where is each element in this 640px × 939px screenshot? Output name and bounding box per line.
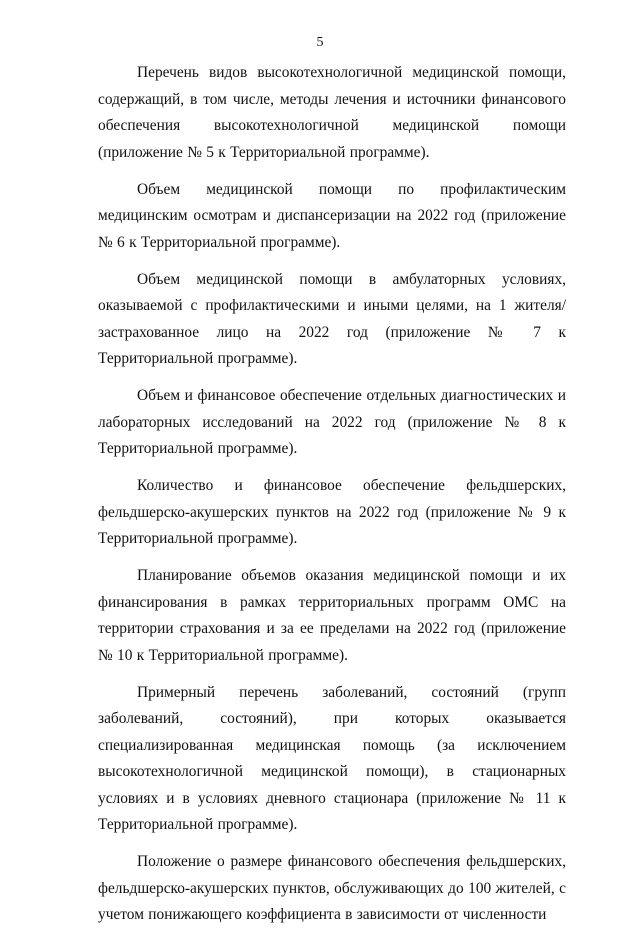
paragraph-appendix-8: Объем и финансовое обеспечение отдельных диагностических и лабораторных исследований на 2022 год (приложение № 8 к Территориальной программе). — [98, 387, 566, 457]
paragraph-appendix-11: Примерный перечень заболеваний, состояний (групп заболеваний, состояний), при которых оказывается специализированная медицинская помощь (за исключением высокотехнологичной медицинской помощи), в стационарных условиях и в условиях дневного стационара (приложение № 11 к Территориальной программе). — [98, 683, 566, 833]
paragraph-appendix-9: Количество и финансовое обеспечение фельдшерских, фельдшерско-акушерских пунктов на 2022 год (приложение № 9 к Территориальной программе). — [98, 477, 566, 547]
paragraph-appendix-6: Объем медицинской помощи по профилактическим медицинским осмотрам и диспансеризации на 2022 год (приложение № 6 к Территориальной программе). — [98, 180, 566, 251]
paragraph-fap-financing: Положение о размере финансового обеспечения фельдшерских, фельдшерско-акушерских пунктов, обслуживающих до 100 жителей, с учетом понижающего коэффициента в зависимости от численности — [98, 853, 566, 923]
document-body — [98, 60, 566, 939]
paragraph-appendix-7: Объем медицинской помощи в амбулаторных условиях, оказываемой с профилактическими и иными целями, на 1 жителя/застрахованное лицо на 2022 год (приложение № 7 к Территориальной программе). — [98, 270, 566, 367]
paragraph-appendix-5: Перечень видов высокотехнологичной медицинской помощи, содержащий, в том числе, методы лечения и источники финансового обеспечения высокотехнологичной медицинской помощи (приложение № 5 к Территориальной программе). — [98, 64, 566, 161]
paragraph-appendix-10: Планирование объемов оказания медицинской помощи и их финансирования в рамках территориальных программ ОМС на территории страхования и за ее пределами на 2022 год (приложение № 10 к Территориальной программе). — [98, 567, 566, 664]
page-number: 5 — [316, 35, 324, 50]
